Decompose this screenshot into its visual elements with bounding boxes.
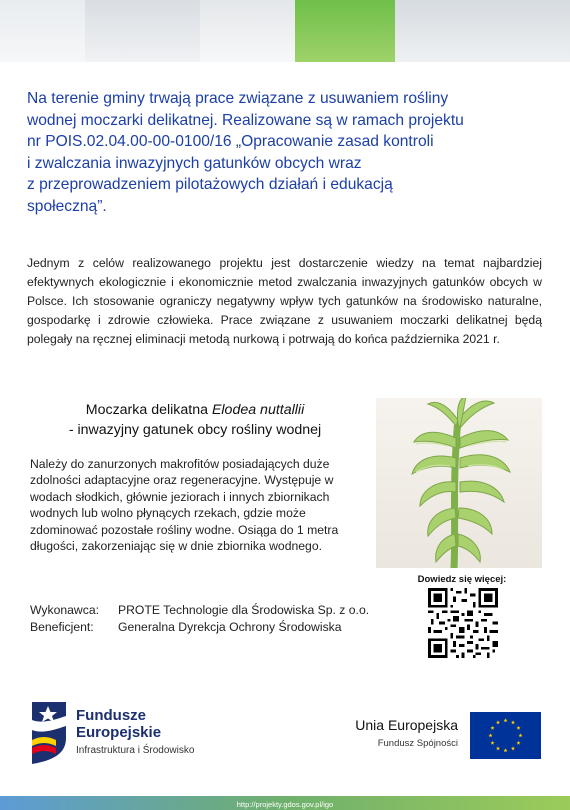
qr-label: Dowiedz się więcej: xyxy=(417,574,507,585)
contractor-label: Wykonawca: xyxy=(30,603,99,617)
eu-flag-icon xyxy=(470,712,541,759)
unia-europejska-text xyxy=(330,717,458,749)
species-description: Należy do zanurzonych makrofitów posiadających duże zdolności adaptacyjne oraz regeneracyjne. Występuje w wodach słodkich, głównie jeziorach i innych zbiornikach wodnych lub wolno płynących rzekach, gdzie może zdominować pozostałe rośliny wodne. Osiąga do 1 metra długości, zakorzeniając się w dnie zbiornika wodnego. xyxy=(30,457,339,554)
species-latin-name: Elodea nuttallii xyxy=(211,402,305,418)
intro-line: i zwalczania inwazyjnych gatunków obcych wraz xyxy=(27,154,362,172)
intro-line: Na terenie gminy trwają prace związane z usuwaniem rośliny xyxy=(27,90,449,107)
species-subtitle: - inwazyjny gatunek obcy rośliny wodnej xyxy=(68,422,322,438)
fe-line3: Infrastruktura i Środowisko xyxy=(76,745,195,756)
contractor-value: PROTE Technologie dla Środowiska Sp. z o.o. xyxy=(118,603,370,617)
intro-line: z przeprowadzeniem pilotażowych działań i edukacją xyxy=(27,176,393,193)
intro-line: społeczną”. xyxy=(27,197,107,215)
project-description: Jednym z celów realizowanego projektu jest dostarczenie wiedzy na temat najbardziej efektywnych ekologicznie i ekonomicznie metod zwalczania inwazyjnych gatunków obcych w Polsce. Ich stosowanie ograniczy negatywny wpływ tych gatunków na środowisko naturalne, gospodarkę i zdrowie człowieka. Prace związane z usuwaniem moczarki delikatnej będą polegały na ręcznej eliminacji metodą nurkową i potrwają do końca października 2021 r. xyxy=(27,256,542,346)
species-name: Moczarka delikatna xyxy=(85,402,212,418)
species-heading xyxy=(30,400,360,440)
beneficiary-value: Generalna Dyrekcja Ochrony Środowiska xyxy=(118,620,342,634)
footer-url[interactable]: http://projekty.gdos.gov.pl/igo xyxy=(236,800,334,809)
fundusze-europejskie-text xyxy=(76,707,194,756)
ue-line2: Fundusz Spójności xyxy=(377,738,458,749)
top-decoration xyxy=(0,0,570,62)
intro-line: nr POIS.02.04.00-00-0100/16 „Opracowanie zasad kontroli xyxy=(27,133,434,150)
fe-line2: Europejskie xyxy=(76,724,162,741)
ue-line1: Unia Europejska xyxy=(355,717,458,733)
fe-line1: Fundusze xyxy=(76,707,146,724)
beneficiary-label: Beneficjent: xyxy=(30,620,94,634)
qr-code[interactable] xyxy=(428,588,498,658)
fundusze-europejskie-logo xyxy=(26,700,72,766)
plant-photo xyxy=(376,398,542,568)
project-credits xyxy=(30,602,369,636)
intro-line: wodnej moczarki delikatnej. Realizowane są w ramach projektu xyxy=(27,111,464,129)
intro-paragraph xyxy=(27,88,547,217)
